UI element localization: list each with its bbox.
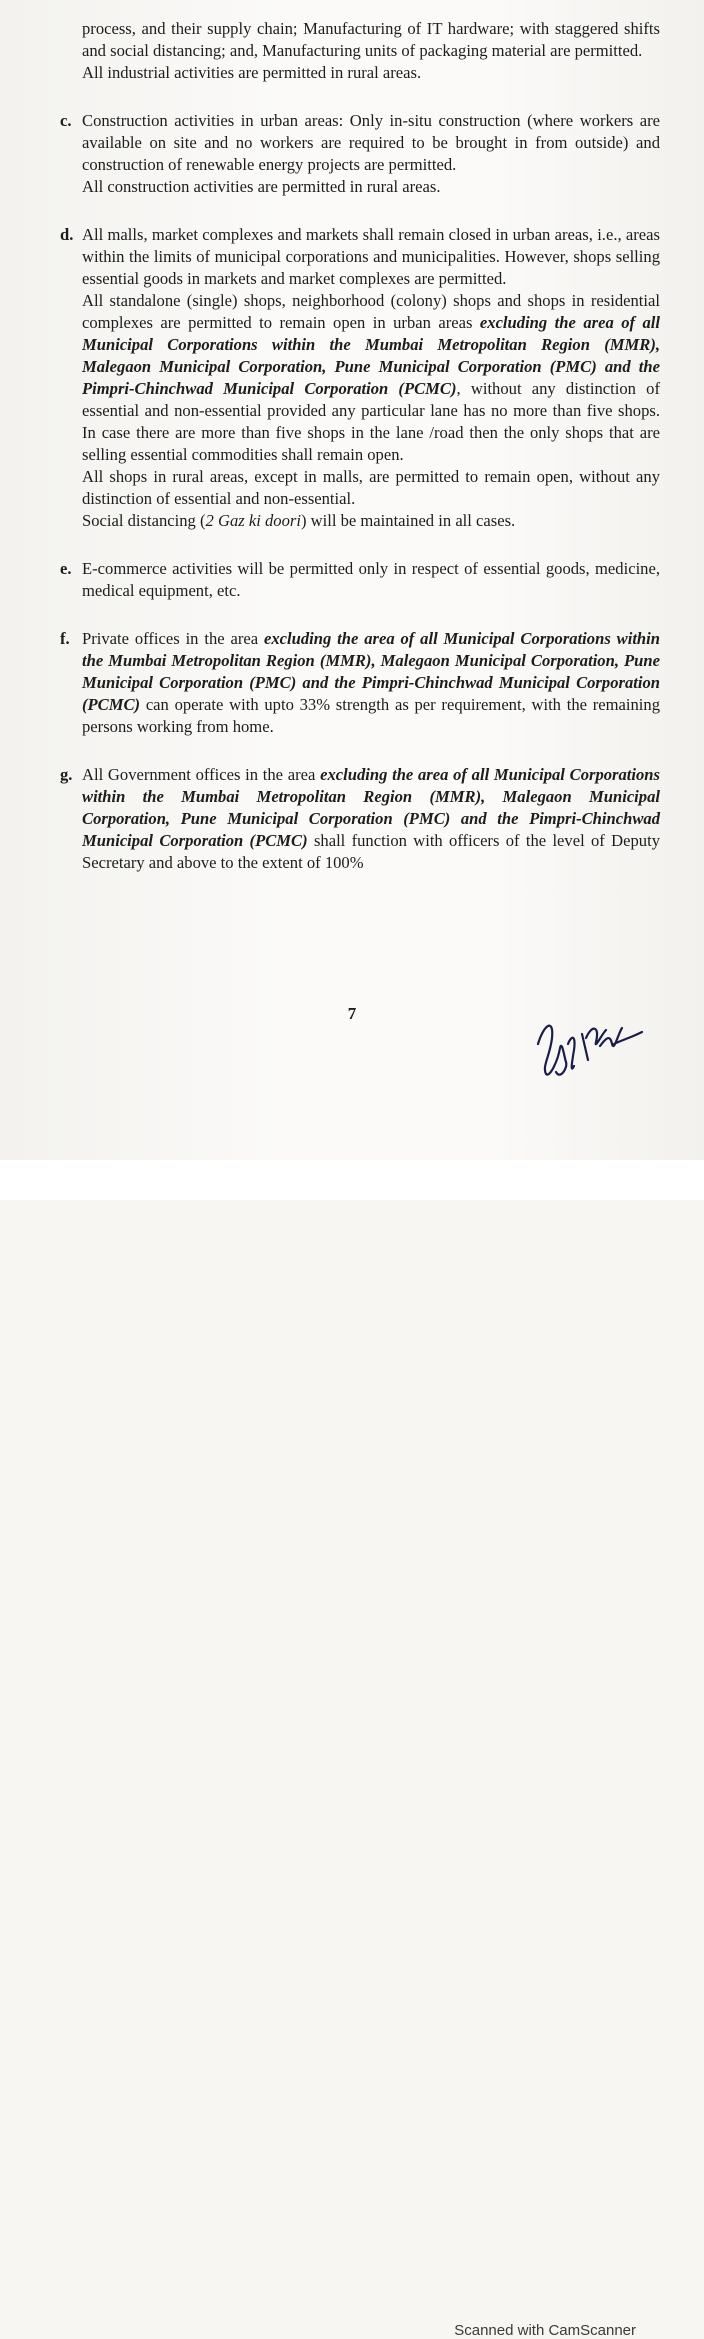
item-d-p2-end: , without any distinction of essential and non-essential provided any particular lane has no more than five shops. In case there are more than five shops in the lane /road then the only shops that are selling essential commodities shall remain open.: [82, 379, 660, 464]
item-d-paragraph-1: All malls, market complexes and markets shall remain closed in urban areas, i.e., areas within the limits of municipal corporations and municipalities. However, shops selling essential goods in markets and market complexes are permitted.: [82, 225, 660, 288]
item-d-paragraph-2: [82, 290, 660, 466]
item-f-start: Private offices in the area: [82, 629, 264, 648]
camscanner-watermark: Scanned with CamScanner: [454, 2322, 636, 2339]
item-g-text: [82, 764, 660, 874]
document-page: [0, 0, 704, 1160]
item-d-p4-end: ) will be maintained in all cases.: [300, 511, 516, 530]
scanner-footer: [0, 1160, 704, 2339]
item-d-letter: d.: [60, 225, 74, 244]
item-c: [60, 110, 660, 198]
signature-image: [530, 1004, 650, 1082]
item-f-end: can operate with upto 33% strength as per requirement, with the remaining persons working from home.: [82, 695, 660, 736]
page-number: 7: [347, 1004, 357, 1023]
item-e-text: E-commerce activities will be permitted only in respect of essential goods, medicine, medical equipment, etc.: [82, 559, 660, 600]
item-g-end: shall function with officers of the level of Deputy Secretary and above to the extent of 100%: [82, 831, 660, 872]
item-d-p4-start: Social distancing (: [82, 511, 206, 530]
item-g-emphasis: excluding the area of all Municipal Corporations within the Mumbai Metropolitan Region (MMR), Malegaon Municipal Corporation, Pune Municipal Corporation (PMC) and the Pimpri-Chinchwad Municipal Corporation (PCMC): [82, 765, 660, 850]
item-d-p4-emphasis: 2 Gaz ki doori: [205, 511, 301, 530]
item-e-letter: e.: [60, 559, 72, 578]
document-body: [60, 18, 660, 874]
item-d: [60, 224, 660, 532]
item-d-paragraph-4: [82, 510, 660, 532]
item-d-p2-start: All standalone (single) shops, neighborhood (colony) shops and shops in residential complexes are permitted to remain open in urban areas: [82, 291, 660, 332]
item-g: [60, 764, 660, 874]
item-g-start: All Government offices in the area: [82, 765, 321, 784]
item-g-letter: g.: [60, 765, 73, 784]
item-f-letter: f.: [60, 629, 70, 648]
item-c-rural-text: All construction activities are permitted in rural areas.: [82, 177, 441, 196]
continuation-text: process, and their supply chain; Manufacturing of IT hardware; with staggered shifts and social distancing; and, Manufacturing units of packaging material are permitted.: [82, 19, 660, 60]
item-d-paragraph-3: All shops in rural areas, except in malls, are permitted to remain open, without any distinction of essential and non-essential.: [82, 467, 660, 508]
continuation-paragraph: [60, 18, 660, 84]
continuation-rural-text: All industrial activities are permitted in rural areas.: [82, 63, 422, 82]
item-c-letter: c.: [60, 111, 72, 130]
item-d-p2-emphasis: excluding the area of all Municipal Corporations within the Mumbai Metropolitan Region (MMR), Malegaon Municipal Corporation, Pune Municipal Corporation (PMC) and the Pimpri-Chinchwad Municipal Corporation (PCMC): [82, 313, 660, 398]
item-f-text: [82, 628, 660, 738]
item-f-emphasis: excluding the area of all Municipal Corporations within the Mumbai Metropolitan Region (MMR), Malegaon Municipal Corporation, Pune Municipal Corporation (PMC) and the Pimpri-Chinchwad Municipal Corporation (PCMC): [82, 629, 660, 714]
item-c-text: Construction activities in urban areas: Only in-situ construction (where workers are available on site and no workers are required to be brought in from outside) and construction of renewable energy projects are permitted.: [82, 111, 660, 174]
item-e: [60, 558, 660, 602]
item-f: [60, 628, 660, 738]
